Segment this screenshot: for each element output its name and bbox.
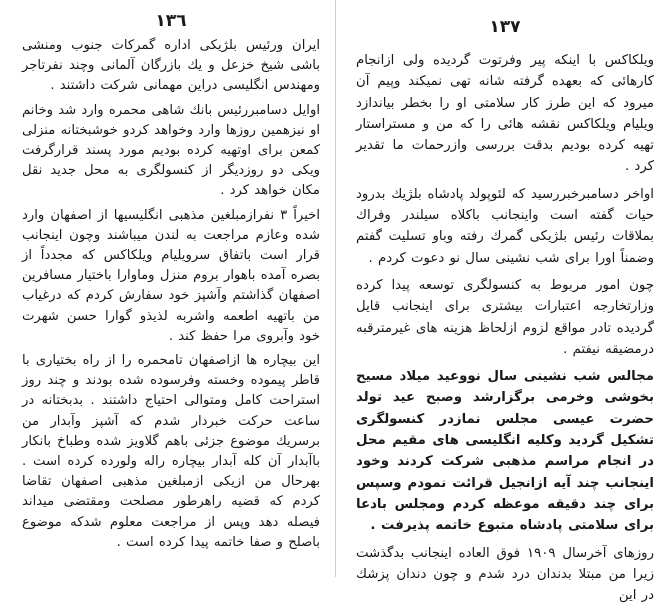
paragraph: اواخر دسامبرخبررسید که لئوپولد پادشاه بلژیك بدرود حیات گفته است واینجانب باکلاه سیلندر وفراك بملاقات رئیس بلژیکی گمرك رفته وباو تسلیت گفتم وضمناً اورا برای شب نشینی سال نو دعوت کردم .: [356, 186, 654, 266]
paragraph: ایران ورئیس بلژیکی اداره گمرکات جنوب ومنشی باشی شیخ خزعل و یك بازرگان آلمانی وچند نفرتاجر ومهندس انگلیسی دراین مهمانی شرکت داشتند .: [22, 38, 320, 94]
paragraph: روزهای آخرسال ۱۹۰۹ فوق العاده اینجانب بدگذشت زیرا من مبتلا بدندان درد شدم و چون دندان پزشك در این: [356, 545, 655, 604]
paragraph: اخیراً ۳ نفرازمبلغین مذهبی انگلیسیها از اصفهان وارد شده وعازم مراجعت به لندن میباشند وچون اینجانب قرار است باتفاق سرویلیام ویلکاکس که مجدداً از بصره آمده باهوار بروم منزل وماوارا باختیار مسافرین اصفهان گذاشتم وآشپز خود سفارش کردم که درغیاب من باتهیه اطعمه واشربه لذیذو گوارا حسن شهرت خود وآبروی مرا حفظ کند .: [22, 207, 320, 344]
right-page: [336, 0, 670, 604]
left-page: [0, 0, 336, 577]
paragraph: این بیچاره ها ازاصفهان تامحمره را از راه بختیاری با قاطر پیموده وخسته وفرسوده شده بودند و چند روز استراحت کامل ومتوالی احتیاج داشتند . بدبختانه در ساعت حرکت خبردار شدم که آشپز وآبدار من برسریك موضوع جزئی باهم گلاویز شده وطباخ بانکار باآبدار آن کله آبدار بیچاره راله ولورده کرده است . بهرحال من ازیکی ازمبلغین مذهبی اصفهان تقاضا کردم که قضیه راهرطور مصلحت ومقتضی میداند فیصله دهد وپس از مراجعت معلوم شدکه موضوع باصلح و صفا خاتمه پیدا کرده است .: [22, 353, 320, 550]
right-page-text: [356, 50, 654, 606]
page-number-right: ١٣٧: [489, 17, 521, 37]
paragraph: مجالس شب نشینی سال نووعید میلاد مسیح بخوشی وخرمی برگزارشد وصبح عید تولد حضرت عیسی مجلس نمازدر کنسولگری تشکیل گردید وکلیه انگلیسی های مقیم محل در انجام مراسم مذهبی شرکت کردند وخود اینجانب چند آیه ازانجیل قرائت نمودم وسپس برای چند دقیقه موعظه کردم ومجلس بادعا برای سلامتی پادشاه متبوع خاتمه پذیرفت .: [356, 369, 654, 534]
paragraph: اوایل دسامبررئیس بانك شاهی محمره وارد شد وخانم او نیزهمین روزها وارد وخواهد کردو خوشبختانه منزلی کمعن برای اوتهیه کرده بودیم مورد پسند قرارگرفت ویکی دو روزدیگر از کنسولگری به محل جدید نقل مکان خواهد کرد .: [22, 102, 320, 199]
left-page-text: [22, 36, 320, 553]
page-number-left: ١٣٦: [155, 11, 187, 31]
paragraph: ویلکاکس با اینکه پیر وفرتوت گردیده ولی ازانجام کارهائی که بعهده گرفته شانه تهی نمیکند وپیم آن میرود که این طرز کار سلامتی او را بخطر بیاندازد ویلیام ویلکاکس نقشه هائی را که من و مستراستار تهیه کرده بودیم بدقت بررسی وازرحمات ما تقدیر کرد .: [356, 53, 654, 175]
paragraph: چون امور مربوط به کنسولگری توسعه پیدا کرده وزارتخارجه اعتبارات بیشتری برای اینجانب قایل گردیده تادر مواقع لزوم ازلحاظ هزینه های غیرمترقبه درمضیقه نیفتم .: [356, 277, 654, 357]
